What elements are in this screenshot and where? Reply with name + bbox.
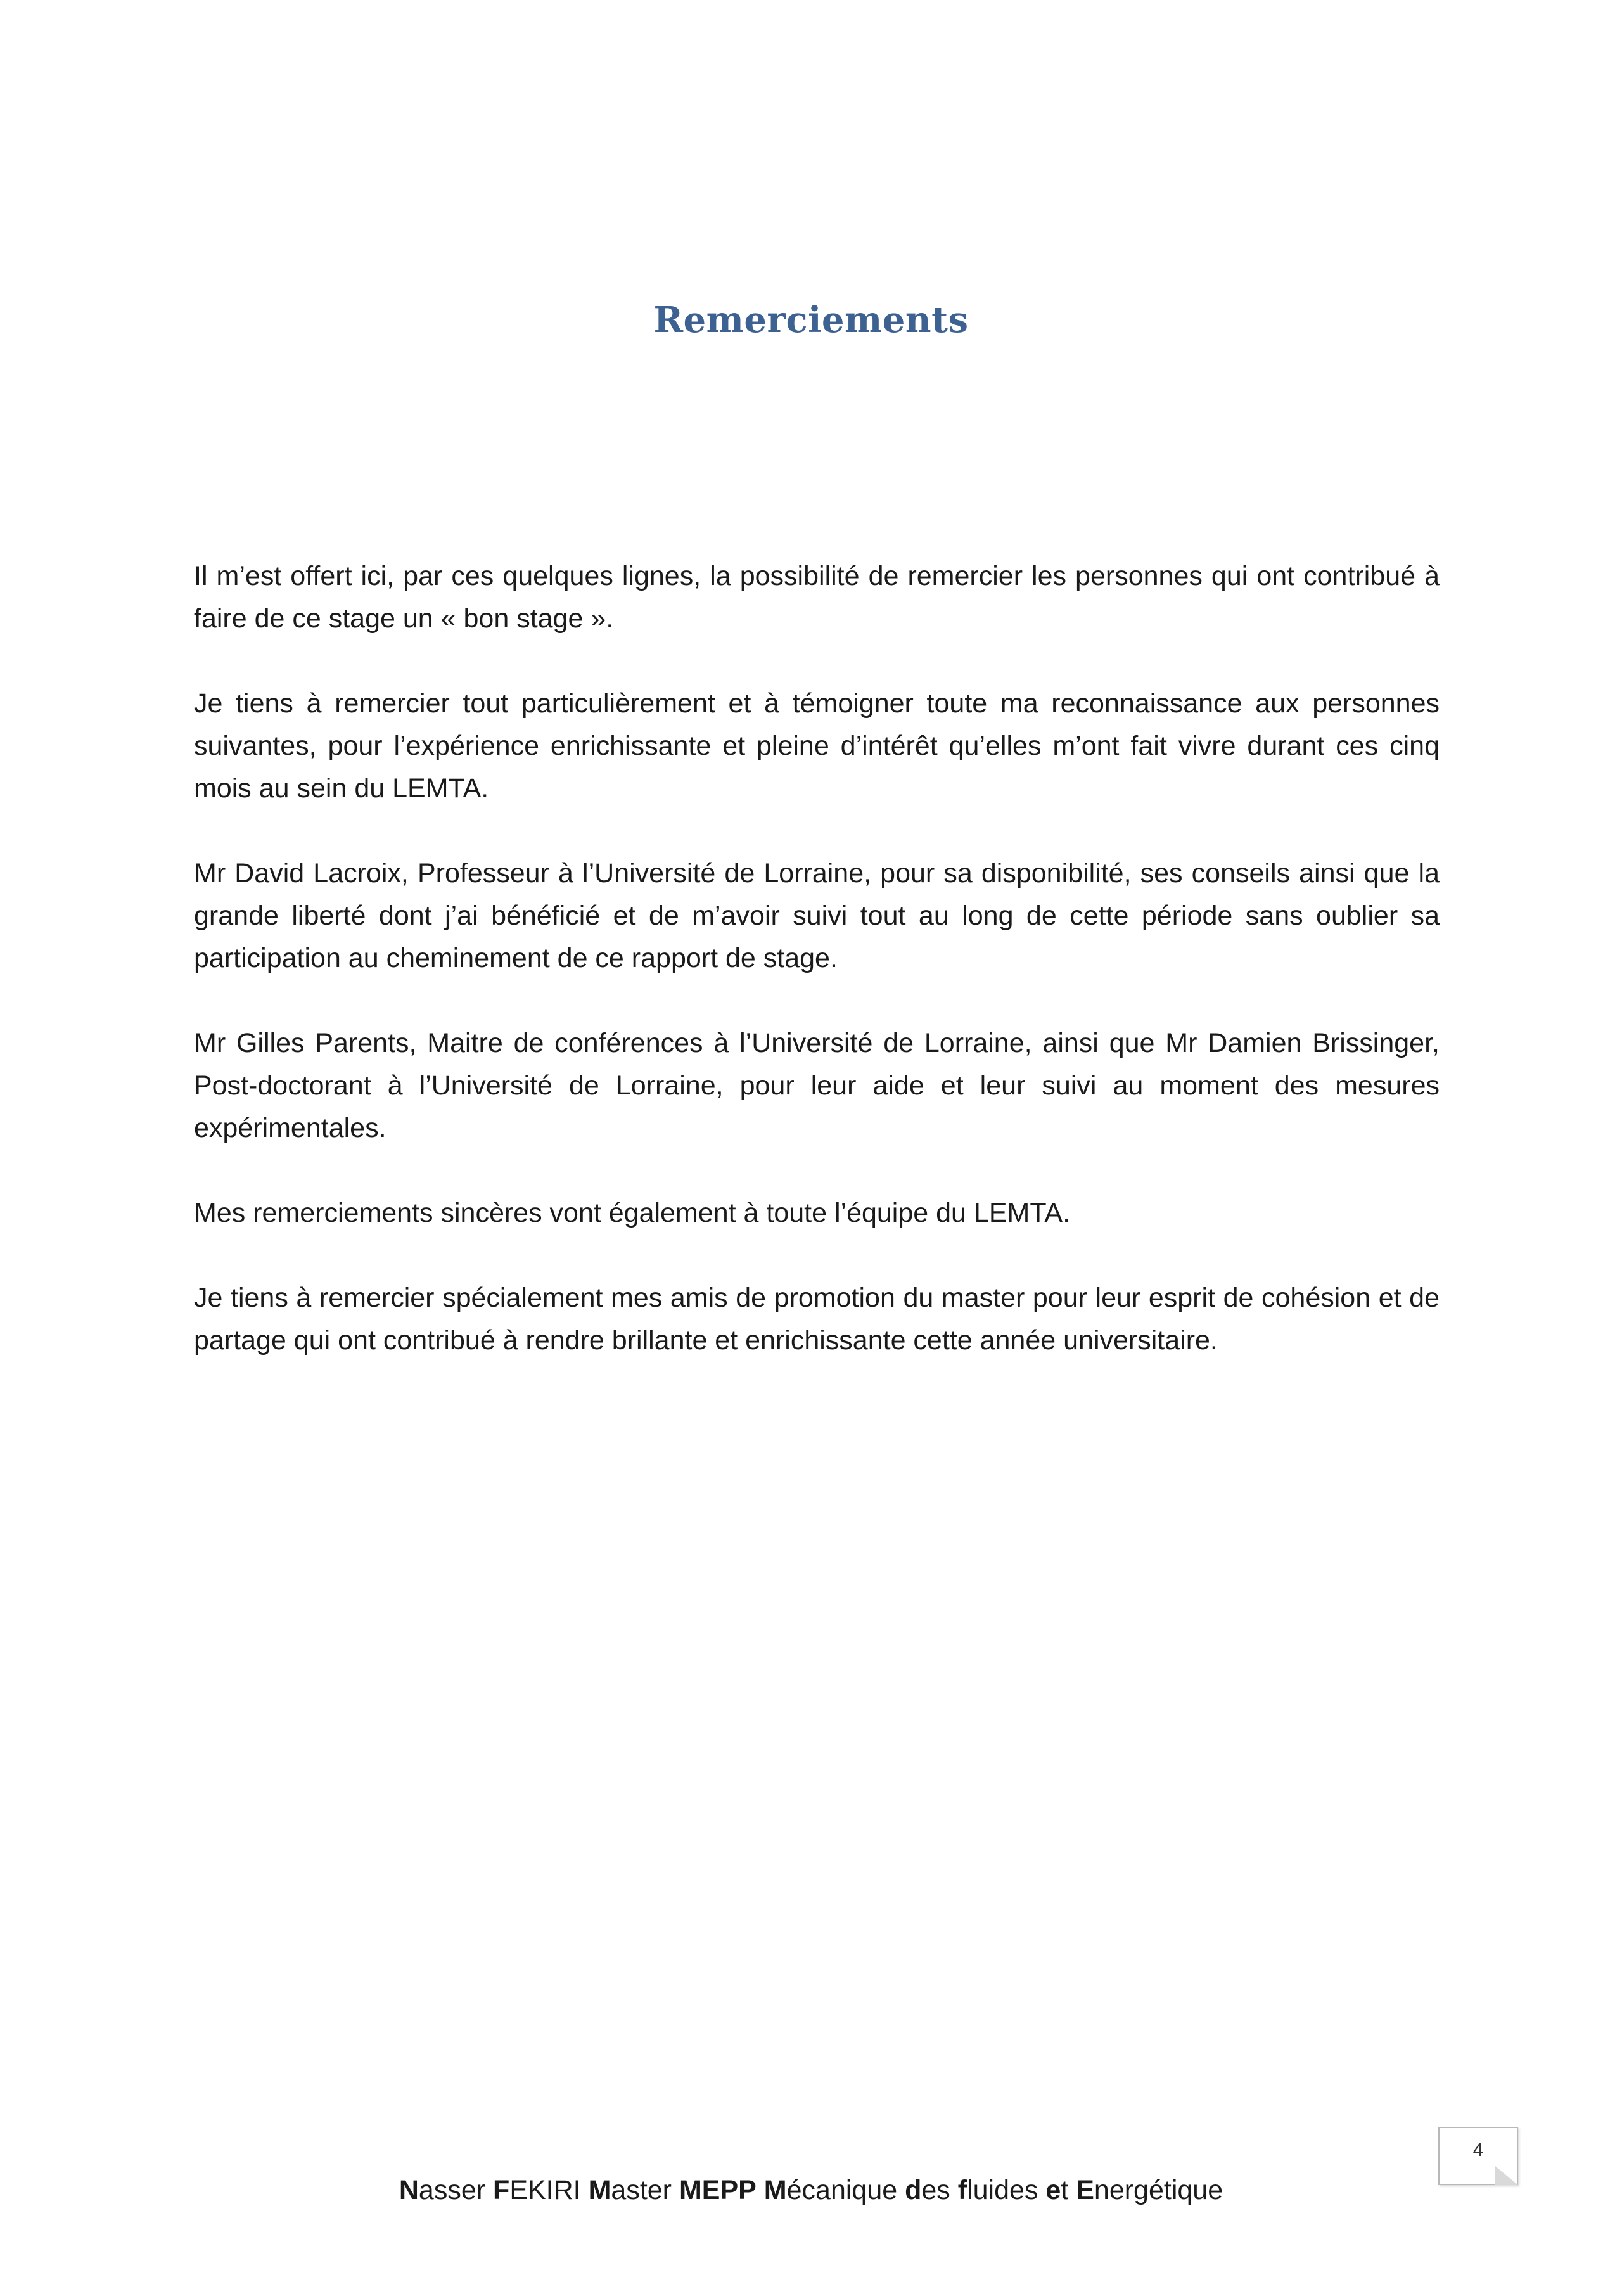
footer-segment: et: [1045, 2175, 1076, 2205]
footer-segment: MEPP: [679, 2175, 757, 2205]
footer-segment: Mécanique: [763, 2175, 905, 2205]
footer-segment: des: [905, 2175, 958, 2205]
page-footer: [0, 2175, 1622, 2206]
paragraph-thanks: Je tiens à remercier tout particulièrement et à témoigner toute ma reconnaissance aux personnes suivantes, pour l’expérience enrichissante et pleine d’intérêt qu’elles m’ont fait vivre durant ces cinq mois au sein du LEMTA.: [194, 688, 1440, 804]
page-number: 4: [1472, 2139, 1484, 2160]
paragraph-parents-brissinger: Mr Gilles Parents, Maitre de conférences à l’Université de Lorraine, ainsi que Mr Damien Brissinger, Post-doctorant à l’Université de Lorraine, pour leur aide et leur suivi au moment des mesures expérimentales.: [194, 1028, 1440, 1143]
body-text: [194, 555, 1440, 1404]
page-title: Remerciements: [653, 299, 969, 341]
footer-segment: Nasser: [399, 2175, 494, 2205]
paragraph-lacroix: Mr David Lacroix, Professeur à l’Université de Lorraine, pour sa disponibilité, ses conseils ainsi que la grande liberté dont j’ai bénéficié et de m’avoir suivi tout au long de cette période sans oublier sa participation au cheminement de ce rapport de stage.: [194, 858, 1440, 973]
footer-segment: fluides: [957, 2175, 1046, 2205]
footer-segment: Energétique: [1076, 2175, 1223, 2205]
footer-segment: Master: [588, 2175, 679, 2205]
paragraph-intro: Il m’est offert ici, par ces quelques lignes, la possibilité de remercier les personnes qui ont contribué à faire de ce stage un « bon stage ».: [194, 561, 1440, 634]
paragraph-classmates: Je tiens à remercier spécialement mes amis de promotion du master pour leur esprit de cohésion et de partage qui ont contribué à rendre brillante et enrichissante cette année universitaire.: [194, 1283, 1440, 1356]
paragraph-lemta-team: Mes remerciements sincères vont également à toute l’équipe du LEMTA.: [194, 1198, 1071, 1228]
footer-segment: FEKIRI: [493, 2175, 589, 2205]
